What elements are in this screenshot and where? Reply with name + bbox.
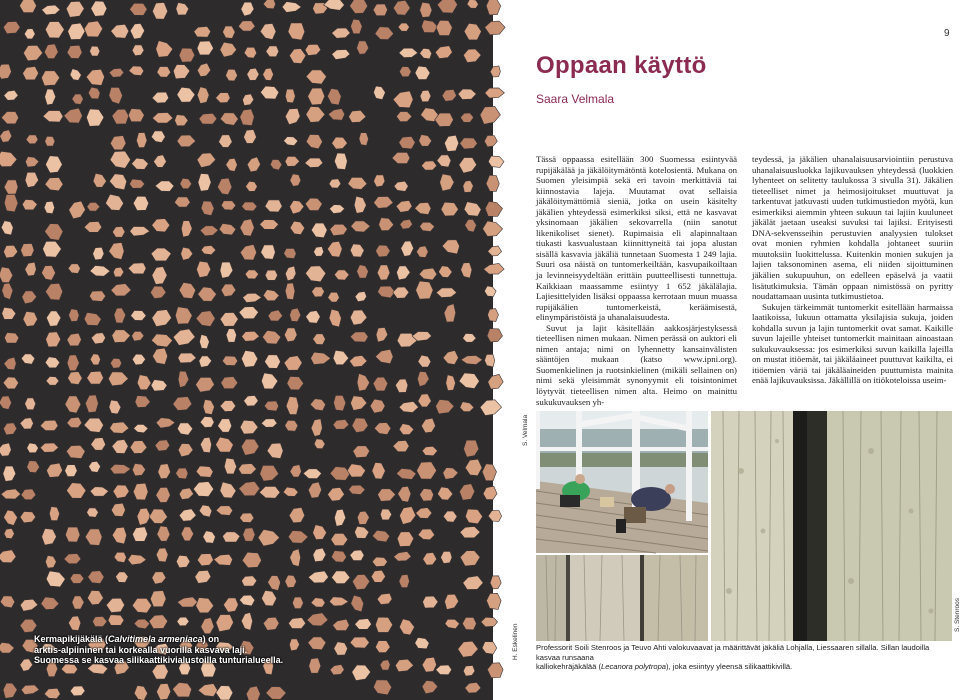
author-name: Saara Velmala [536,92,615,106]
lichen-patch [108,615,124,626]
lichen-patch [21,244,34,257]
lichen-patch [485,202,502,217]
lichen-patch [488,309,499,322]
lichen-patch [226,329,236,343]
caption-species: Lecanora polytropa [601,662,667,671]
lichen-patch [136,133,147,148]
page-number: 9 [944,28,950,39]
lichen-patch [373,4,387,16]
text-column-2 [752,154,953,386]
lichen-patch [25,398,36,410]
lichen-patch [89,291,105,302]
lichen-patch [486,0,501,15]
lichen-boards-closeup-photo [711,411,952,641]
paragraph: teydessä, ja jäkälien uhanalaisuusarviointiin perustuva uhanalaisuusluokka lajikuvauksen yhteydessä (luokkien lyhenteet on selitetty taulukossa 3 sivulla 31). Jäkälien tieteelliset nimet ja heimosijoitukset muuttuvat ja tarkentuvat jatkuvasti uuden tutkimustiedon myötä, kun esimerkiksi aiemmin yhteen sukuun tai lajiin kuuluneet jäkälät jaetaan useaksi suvuksi tai lajiksi. Erityisesti DNA-sekvensseihin perustuvien analyysien tulokset ovat monien ryhmien kohdalla johtaneet suuriin muutoksiin luokittelussa. Kuitenkin monien sukujen ja lajien taksonominen asema, eli niiden sijoittuminen jäkälien sukupuuhun, on edelleen epäselvä ja vaatii lisätutkimuksia. Tämän oppaan nimistössä on pyritty noudattamaan uusinta tutkimustietoa. [752,154,953,302]
lichen-patch [488,156,504,167]
lichen-patch [65,465,78,477]
lichen-patch [436,20,452,35]
lichen-patch [4,194,18,212]
lichen-patch [484,136,497,147]
lichen-patch [490,576,501,589]
lichen-patch [285,283,295,300]
lichen-patch [416,281,433,299]
photo-credit-eskelinen: H. Eskelinen [512,623,519,660]
researchers-photo [536,411,708,553]
lichen-patch [487,329,502,342]
lichen-patch [150,591,166,607]
boards-photo [536,555,708,641]
lichen-patch [292,597,303,609]
paragraph: Suvut ja lajit käsitellään aakkosjärjestyksessä tieteellisen nimen mukaan. Nimen perässä on auktori eli nimen antaja; nimi on lyhennetty kansainvälisten sääntöjen mukaan (katso www.ipni.org). Suomenkielinen ja ruotsinkielinen (mikäli sellainen on) nimi sekä yleisimmät synonyymit eli toisintonimet löytyvät tieteellisen nimen alta. Heimo on mainittu sukukuvauksen yh- [536,322,737,407]
paragraph: Sukujen tärkeimmät tuntomerkit esitellään harmaissa laatikoissa, lukuun ottamatta yksilajisia sukuja, joiden kohdalla suvun ja lajin tuntomerkit ovat samat. Kaikille suvun lajeille yhteiset tuntomerkit mainitaan ainoastaan sukukuvauksessa: jos esimerkiksi suvun kaikilla lajeilla on mustat itiöemät, tai jäkäläaineet puuttuvat kaikilta, ei itiöemien väriä tai jäkäläaineiden puuttumista mainita enää lajikuvauksissa. Jäkällillä on itiökoteloissa useim- [752,301,953,386]
text-column-1 [536,154,737,407]
lichen-patch [90,46,100,56]
photo-credit-velmala: S. Velmala [522,414,529,446]
photo-credit-stenroos: S. Stenroos [954,598,961,632]
lichen-patch [359,133,369,146]
lichen-patch [45,136,55,146]
lichen-patch [265,270,278,280]
lichen-patch [65,527,80,542]
paragraph: Tässä oppaassa esitellään 300 Suomessa esiintyvää rupijäkälää ja jäkälöitymätöntä kotelosientä. Mukana on Suomen yleisimpiä sekä eri tavoin merkittäviä tai kiinnostavia lajeja. Muutamat ovat sellaisia jäkälöitymättömiä sieniä, jotka on usein käsitelty jäkälien yhteydessä esimerkiksi siksi, että ne kasvavat yksinomaan jäkälien sekovarrella (niin sanotut likenikoliset sienet). Rupimaisia eli alapinnaltaan tiukasti kasvualustaan kiinnittyneitä tai jopa alustan sisällä kasvavia jäkäliä tunnetaan Suomesta 1 249 lajia. Suuri osa näistä on tuntomerkeiltään, kasvupaikoiltaan ja levinneisyydeltään erittäin puutteellisesti tunnettuja. Kaikkiaan maassamme esiintyy 1 652 jäkälälajia. Lajiesittelyiden lisäksi oppaassa kerrotaan muun muassa rupijäkälien tuntomerkeistä, keräämisestä, elinympäristöistä ja uhanalaisuudesta. [536,154,737,323]
left-photo-caption: Kermapikijäkälä (Calvitimela armeniaca) on arktis-alpiininen tai korkealla vuorilla kasvava laji. Suomessa se kasvaa silikaattikivialustoilla tunturialueella. [34,634,284,665]
lichen-patch [420,90,431,102]
bottom-photo-caption: Professorit Soili Stenroos ja Teuvo Ahti valokuvaavat ja määrittävät jäkäliä Lohjalla, Liessaaren sillalla. Sillan laudoilla kasvaa runsaana kalliokehräjäkälää (Lecanora polytropa), joka esiintyy yleensä silikaattikivillä. [536,643,930,671]
lichen-patch [243,528,255,541]
page-title: Oppaan käyttö [536,52,707,79]
lichen-patch [285,89,295,103]
caption-species: Calvitimela armeniaca [108,634,203,644]
